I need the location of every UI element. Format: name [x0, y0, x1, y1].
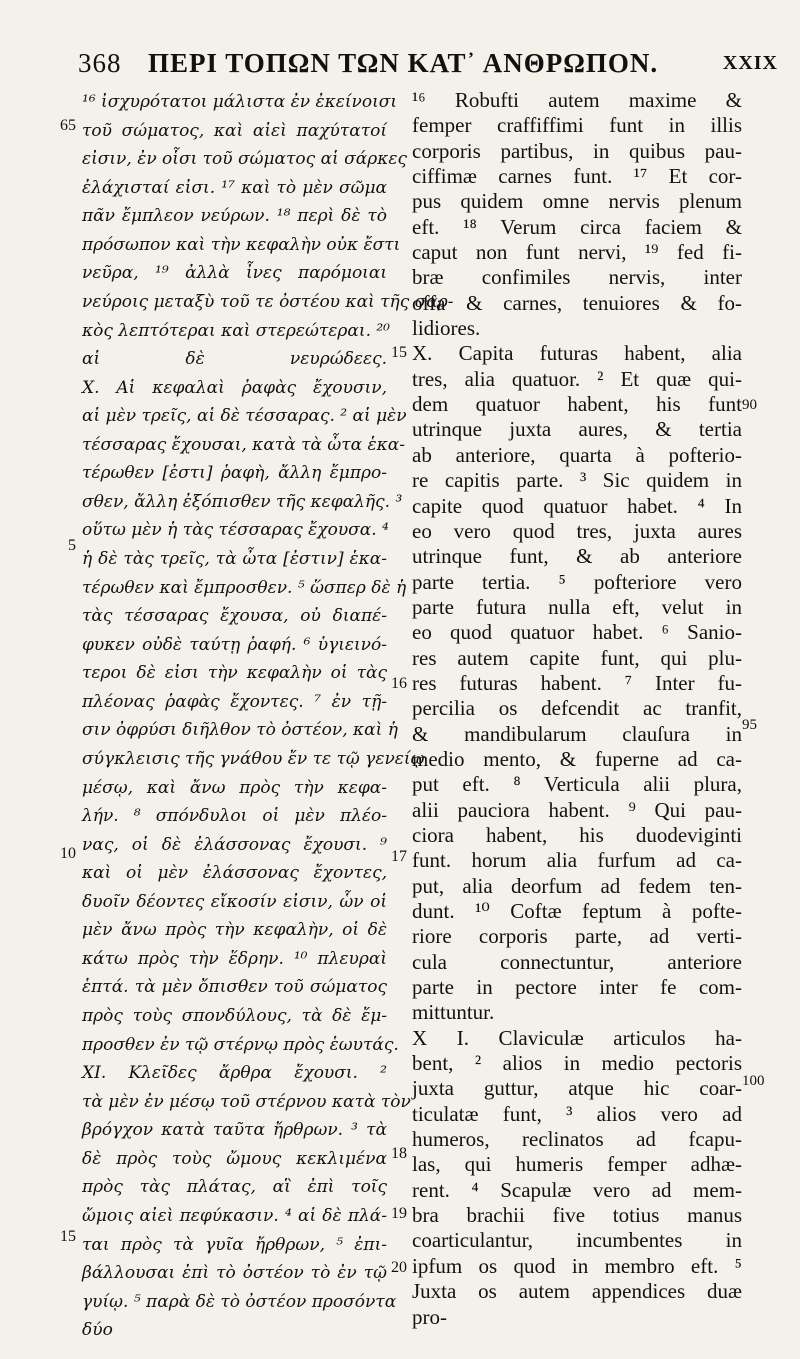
- greek-text-line: σύγκλεισις τῆς γνάθου ἔν τε τῷ γενείῳ: [82, 748, 425, 769]
- greek-text-line: τεροι δὲ εἰσι τὴν κεφαλὴν οἱ τὰς: [82, 663, 387, 684]
- latin-text-line: res autem capite funt, qui plu-: [412, 645, 742, 670]
- latin-text-line: medio mento, & fuperne ad ca-: [412, 746, 742, 771]
- page-number: 368: [78, 48, 122, 78]
- latin-text-line: mittuntur.: [412, 1000, 495, 1025]
- latin-text-line: bra brachii five totius manus: [412, 1203, 742, 1228]
- latin-text-line: bræ confimiles nervis, inter: [412, 265, 742, 290]
- greek-text-line: βρόγχον κατὰ ταῦτα ἤρθρων. ³ τὰ: [82, 1120, 387, 1141]
- greek-text-line: τὰ μὲν ἐν μέσῳ τοῦ στέρνου κατὰ τὸν: [82, 1091, 411, 1112]
- greek-text-line: τέρωθεν καὶ ἔμπροσθεν. ⁵ ὥσπερ δὲ ἡ: [82, 577, 407, 598]
- latin-text-line: put eft. ⁸ Verticula alii plura,: [412, 772, 742, 797]
- latin-text-line: juxta guttur, atque hic coar-: [412, 1076, 742, 1101]
- greek-text-line: φυκεν οὐδὲ ταύτῃ ῥαφή. ⁶ ὑγιεινό-: [82, 634, 387, 655]
- greek-text-line: δύο: [82, 1320, 113, 1341]
- greek-text-line: αἱ μὲν τρεῖς, αἱ δὲ τέσσαρας. ² αἱ μὲν: [82, 406, 407, 427]
- greek-text-line: πλέονας ῥαφὰς ἔχοντες. ⁷ ἐν τῇ-: [82, 691, 387, 712]
- latin-text-line: tres, alia quatuor. ² Et quæ qui-: [412, 366, 742, 391]
- latin-text-line: alii pauciora habent. ⁹ Qui pau-: [412, 797, 742, 822]
- greek-text-line: ¹⁶ ἰσχυρότατοι μάλιστα ἐν ἐκείνοισι: [82, 92, 398, 112]
- running-title: ΠΕΡΙ ΤΟΠΩΝ ΤΩΝ ΚΑΤ᾽ ΑΝΘΡΩΠΟΝ.: [148, 48, 659, 78]
- latin-text-line: corporis partibus, in quibus pau-: [412, 138, 742, 163]
- greek-text-line: αἱ δὲ νευρώδεες.: [82, 349, 387, 370]
- latin-text-line: humeros, reclinatos ad fcapu-: [412, 1127, 742, 1152]
- latin-text-line: femper craffiffimi funt in illis: [412, 113, 742, 138]
- greek-text-line: ἑπτά. τὰ μὲν ὄπισθεν τοῦ σώματος: [82, 977, 387, 998]
- latin-text-line: utrinque funt, & ab anteriore: [412, 544, 742, 569]
- greek-text-line: πᾶν ἔμπλεον νεύρων. ¹⁸ περὶ δὲ τὸ: [82, 206, 387, 227]
- latin-text-line: ipfum os quod in membro eft. ⁵: [412, 1253, 742, 1278]
- margin-chapter-number: 19: [391, 1205, 407, 1222]
- section-number: XXIX: [722, 52, 778, 74]
- greek-text-line: γυίῳ. ⁵ παρὰ δὲ τὸ ὀστέον προσόντα: [82, 1291, 397, 1312]
- page-header: [78, 48, 778, 88]
- greek-text-line: βάλλουσαι ἐπὶ τὸ ὀστέον τὸ ἐν τῷ: [82, 1263, 387, 1284]
- greek-text-line: δυοῖν δέοντες εἴκοσίν εἰσιν, ὧν οἱ: [82, 891, 387, 912]
- latin-text-line: offa & carnes, tenuiores & fo-: [412, 290, 742, 315]
- latin-text-line: put, alia deorfum ad fedem ten-: [412, 873, 742, 898]
- latin-text-line: eft. ¹⁸ Verum circa faciem &: [412, 214, 742, 239]
- latin-text-line: utrinque juxta aures, & tertia: [412, 417, 742, 442]
- margin-line-number: 90: [742, 397, 757, 413]
- latin-text-line: lidiores.: [412, 316, 481, 341]
- latin-text-line: re capitis parte. ³ Sic quidem in: [412, 468, 742, 493]
- latin-text-line: capite quod quatuor habet. ⁴ In: [412, 493, 742, 518]
- greek-text-line: ὤμοις αἰεὶ πεφύκασιν. ⁴ αἱ δὲ πλά-: [82, 1205, 387, 1226]
- greek-text-line: πρὸς τὰς πλάτας, αἳ ἐπὶ τοῖς: [82, 1177, 387, 1198]
- latin-text-line: dunt. ¹⁰ Coftæ feptum à pofte-: [412, 899, 742, 923]
- latin-text-line: eo vero quod tres, juxta aures: [412, 518, 742, 543]
- greek-text-line: οὕτω μὲν ἡ τὰς τέσσαρας ἔχουσα. ⁴: [82, 520, 389, 541]
- greek-text-line: τέρωθεν [ἐστι] ῥαφὴ, ἄλλη ἔμπρο-: [82, 463, 387, 484]
- margin-chapter-number: 15: [391, 344, 407, 361]
- greek-text-line: λήν. ⁸ σπόνδυλοι οἱ μὲν πλέο-: [82, 806, 387, 827]
- latin-text-line: caput non funt nervi, ¹⁹ fed fi-: [412, 240, 742, 265]
- greek-text-line: τοῦ σώματος, καὶ αἰεὶ παχύτατοί: [82, 120, 387, 141]
- greek-text-line: μὲν ἄνω πρὸς τὴν κεφαλὴν, οἱ δὲ: [82, 920, 387, 941]
- greek-text-line: νας, οἱ δὲ ἐλάσσονας ἔχουσι. ⁹: [82, 834, 387, 855]
- margin-line-number: 10: [60, 845, 76, 862]
- latin-text-line: ciffimæ carnes funt. ¹⁷ Et cor-: [412, 164, 742, 189]
- greek-text-line: εἰσιν, ἐν οἷσι τοῦ σώματος αἱ σάρκες: [82, 149, 407, 170]
- latin-text-line: ¹⁶ Robufti autem maxime &: [412, 88, 742, 112]
- greek-text-line: νεύροις μεταξὺ τοῦ τε ὀστέου καὶ τῆς σαρ-: [82, 291, 454, 312]
- margin-chapter-number: 20: [391, 1259, 407, 1276]
- margin-chapter-number: 17: [391, 848, 407, 865]
- greek-text-line: νεῦρα, ¹⁹ ἀλλὰ ἶνες παρόμοιαι: [82, 263, 387, 284]
- latin-text-line: riore corporis parte, ad verti-: [412, 924, 742, 949]
- margin-line-number: 100: [742, 1073, 765, 1089]
- latin-text-line: pus quidem omne nervis plenum: [412, 189, 742, 214]
- greek-text-line: σιν ὀφρύσι διῆλθον τὸ ὀστέον, καὶ ἡ: [82, 720, 398, 741]
- greek-text-line: τὰς τέσσαρας ἔχουσα, οὐ διαπέ-: [82, 606, 387, 627]
- latin-text-line: eo quod quatuor habet. ⁶ Sanio-: [412, 620, 742, 645]
- latin-text-line: parte in pectore inter fe com-: [412, 975, 742, 1000]
- latin-text-line: bent, ² alios in medio pectoris: [412, 1051, 742, 1076]
- margin-chapter-number: 18: [391, 1145, 407, 1162]
- greek-text-line: ἐλάχισταί εἰσι. ¹⁷ καὶ τὸ μὲν σῶμα: [82, 177, 387, 198]
- greek-text-line: X. Αἱ κεφαλαὶ ῥαφὰς ἔχουσιν,: [82, 377, 387, 398]
- greek-text-line: ἡ δὲ τὰς τρεῖς, τὰ ὦτα [ἐστιν] ἑκα-: [82, 549, 387, 569]
- greek-text-line: XI. Κλεῖδες ἄρθρα ἔχουσι. ²: [82, 1063, 387, 1084]
- latin-text-line: rent. ⁴ Scapulæ vero ad mem-: [412, 1177, 742, 1202]
- latin-text-line: Juxta os autem appendices duæ: [412, 1279, 742, 1304]
- latin-text-line: coarticulantur, incumbentes in: [412, 1228, 742, 1253]
- greek-text-line: μέσῳ, καὶ ἄνω πρὸς τὴν κεφα-: [82, 777, 387, 798]
- margin-line-number: 5: [68, 537, 76, 554]
- greek-text-line: προσθεν ἐν τῷ στέρνῳ πρὸς ἑωυτάς.: [82, 1034, 399, 1055]
- latin-text-line: X. Capita futuras habent, alia: [412, 341, 742, 366]
- latin-text-line: & mandibularum clauſura in: [412, 721, 742, 746]
- latin-text-line: dem quatuor habent, his funt: [412, 392, 742, 417]
- margin-line-number: 65: [60, 117, 76, 134]
- latin-text-line: X I. Claviculæ articulos ha-: [412, 1025, 742, 1050]
- latin-text-line: ticulatæ funt, ³ alios vero ad: [412, 1101, 742, 1126]
- greek-text-line: κὸς λεπτότεραι καὶ στερεώτεραι. ²⁰: [82, 320, 391, 341]
- margin-line-number: 15: [60, 1228, 76, 1245]
- latin-text-line: pro-: [412, 1304, 447, 1329]
- latin-text-line: funt. horum alia furfum ad ca-: [412, 848, 742, 873]
- latin-text-line: res futuras habent. ⁷ Inter fu-: [412, 670, 742, 695]
- margin-line-number: 95: [742, 717, 757, 733]
- greek-text-line: δὲ πρὸς τοὺς ὤμους κεκλιμένα: [82, 1148, 387, 1169]
- latin-text-line: ciora habent, his duodeviginti: [412, 822, 742, 847]
- greek-text-line: ται πρὸς τὰ γυῖα ἤρθρων, ⁵ ἐπι-: [82, 1234, 387, 1255]
- greek-text-line: σθεν, ἄλλη ἐξόπισθεν τῆς κεφαλῆς. ³: [82, 491, 403, 512]
- latin-text-line: las, qui humeris femper adhæ-: [412, 1152, 742, 1177]
- latin-text-line: parte futura nulla eft, velut in: [412, 594, 742, 619]
- latin-text-line: parte tertia. ⁵ pofteriore vero: [412, 569, 742, 594]
- greek-text-line: πρόσωπον καὶ τὴν κεφαλὴν οὐκ ἔστι: [82, 234, 401, 255]
- greek-text-line: τέσσαρας ἔχουσαι, κατὰ τὰ ὦτα ἑκα-: [82, 434, 406, 455]
- greek-text-line: κάτω πρὸς τὴν ἕδρην. ¹⁰ πλευραὶ: [82, 948, 387, 969]
- greek-text-line: καὶ οἱ μὲν ἐλάσσονας ἔχοντες,: [82, 863, 387, 884]
- latin-text-column: [412, 88, 742, 1330]
- greek-text-line: πρὸς τοὺς σπονδύλους, τὰ δὲ ἔμ-: [82, 1006, 387, 1026]
- margin-chapter-number: 16: [391, 675, 407, 692]
- latin-text-line: ab anteriore, quarta à pofterio-: [412, 442, 742, 467]
- latin-text-line: percilia os defcendit ac tranfit,: [412, 696, 742, 721]
- latin-text-line: cula connectuntur, anteriore: [412, 949, 742, 974]
